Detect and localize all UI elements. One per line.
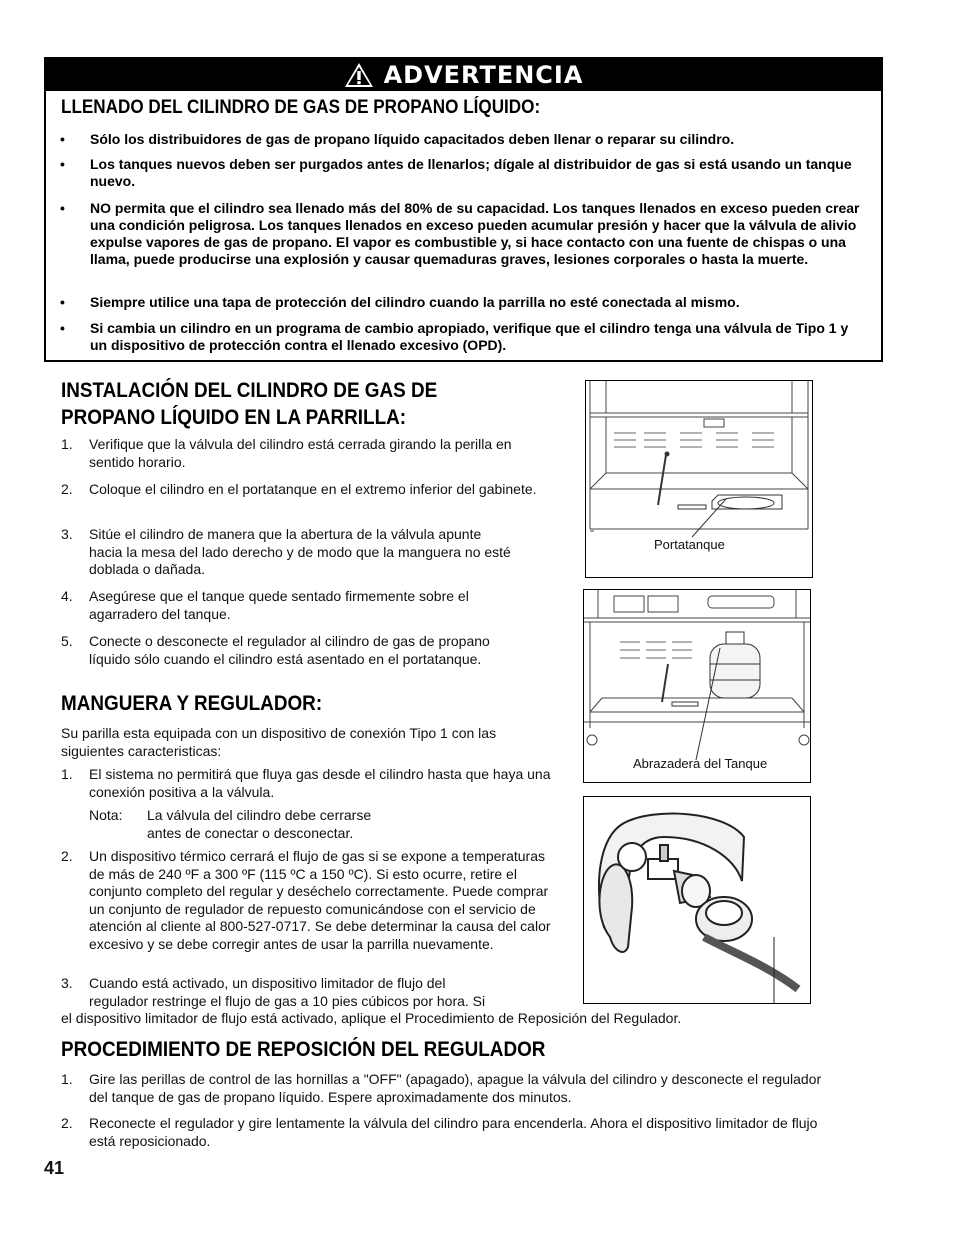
- warning-banner: [46, 59, 881, 91]
- install-step: 2. Coloque el cilindro en el portatanque en el extremo inferior del gabinete.: [61, 481, 537, 497]
- hose-step: 1. El sistema no permitirá que fluya gas desde el cilindro hasta que haya una conexión positiva a la válvula.: [61, 766, 551, 800]
- warning-heading: LLENADO DEL CILINDRO DE GAS DE PROPANO LÍQUIDO:: [61, 97, 541, 118]
- reset-step: 1. Gire las perillas de control de las hornillas a "OFF" (apagado), apague la válvula del cilindro y desconecte el regulador del tanque de gas de propano líquido. Espere aproximadamente dos minutos.: [61, 1071, 822, 1105]
- note-text: La válvula del cilindro debe cerrarse antes de conectar o desconectar.: [147, 807, 372, 841]
- grill-with-tank-illustration: [584, 590, 810, 782]
- note-label: Nota:: [89, 807, 123, 823]
- regulator-valve-illustration: [584, 797, 810, 1003]
- figure-regulator: [583, 796, 811, 1004]
- warning-bullet: • NO permita que el cilindro sea llenado más del 80% de su capacidad. Los tanques llenados en exceso pueden crear una condición peligrosa. Los tanques llenados en exceso pueden acumular presión y hacer que la válvula de alivio expulse vapores de gas de propano. El vapor es combustible y, si hace contacto con una fuente de chispas o una llama, puede producirse una explosión y causar quemaduras graves, lesiones corporales o hasta la muerte.: [60, 200, 860, 267]
- reset-step: 2. Reconecte el regulador y gire lentamente la válvula del cilindro para encenderla. Ahora el dispositivo limitador de flujo está reposicionado.: [61, 1115, 818, 1149]
- reset-heading: PROCEDIMIENTO DE REPOSICIÓN DEL REGULADOR: [61, 1038, 546, 1061]
- figure-caption: Portatanque: [654, 537, 725, 552]
- install-step: 3. Sitúe el cilindro de manera que la abertura de la válvula apunte hacia la mesa del lado derecho y de modo que la manguera no esté doblada o dañada.: [61, 526, 511, 577]
- hose-intro: Su parilla esta equipada con un dispositivo de conexión Tipo 1 con las siguientes caracteristicas:: [61, 725, 497, 759]
- hose-step: 3. Cuando está activado, un dispositivo limitador de flujo del regulador restringe el flujo de gas a 10 pies cúbicos por hora. Si el dispositivo limitador de flujo está activado, aplique el Procedimiento de Reposición del Regulador.: [61, 975, 682, 1026]
- install-step: 1. Verifique que la válvula del cilindro está cerrada girando la perilla en sentido horario.: [61, 436, 512, 470]
- figure-tank-clamp: [583, 589, 811, 783]
- hose-step: 2. Un dispositivo térmico cerrará el flujo de gas si se expone a temperaturas de más de 240 ºF a 300 ºF (115 ºC a 150 ºC). Si esto ocurre, retire el conjunto completo del regular y deséchelo correctamente. Puede comprar un conjunto de regulador de repuesto comunicándose con el servicio de atención al cliente al 800-527-0717. Se debe determinar la causa del calor excesivo y se debe corregir antes de usar la parrilla nuevamente.: [61, 848, 551, 952]
- page-number: 41: [44, 1158, 65, 1178]
- warning-title: ADVERTENCIA: [383, 61, 584, 89]
- warning-bullet: • Si cambia un cilindro en un programa de cambio apropiado, verifique que el cilindro tenga una válvula de Tipo 1 y un dispositivo de protección contra el llenado excesivo (OPD).: [60, 320, 849, 353]
- warning-bullet: • Sólo los distribuidores de gas de propano líquido capacitados deben llenar o reparar su cilindro.: [60, 131, 735, 147]
- warning-box: [44, 57, 883, 362]
- warning-bullet: • Los tanques nuevos deben ser purgados antes de llenarlos; dígale al distribuidor de gas si está usando un tanque nuevo.: [60, 156, 852, 189]
- install-heading: INSTALACIÓN DEL CILINDRO DE GAS DE PROPANO LÍQUIDO EN LA PARRILLA:: [61, 379, 438, 429]
- install-step: 5. Conecte o desconecte el regulador al cilindro de gas de propano líquido sólo cuando el cilindro está asentado en el portatanque.: [61, 633, 490, 667]
- install-step: 4. Asegúrese que el tanque quede sentado firmemente sobre el agarradero del tanque.: [61, 588, 469, 622]
- warning-bullet: • Siempre utilice una tapa de protección del cilindro cuando la parrilla no esté conectada al mismo.: [60, 294, 740, 310]
- figure-tank-holder: [585, 380, 813, 578]
- figure-caption: Abrazadera del Tanque: [633, 756, 768, 771]
- hose-heading: MANGUERA Y REGULADOR:: [61, 692, 323, 715]
- warning-triangle-icon: [344, 62, 374, 88]
